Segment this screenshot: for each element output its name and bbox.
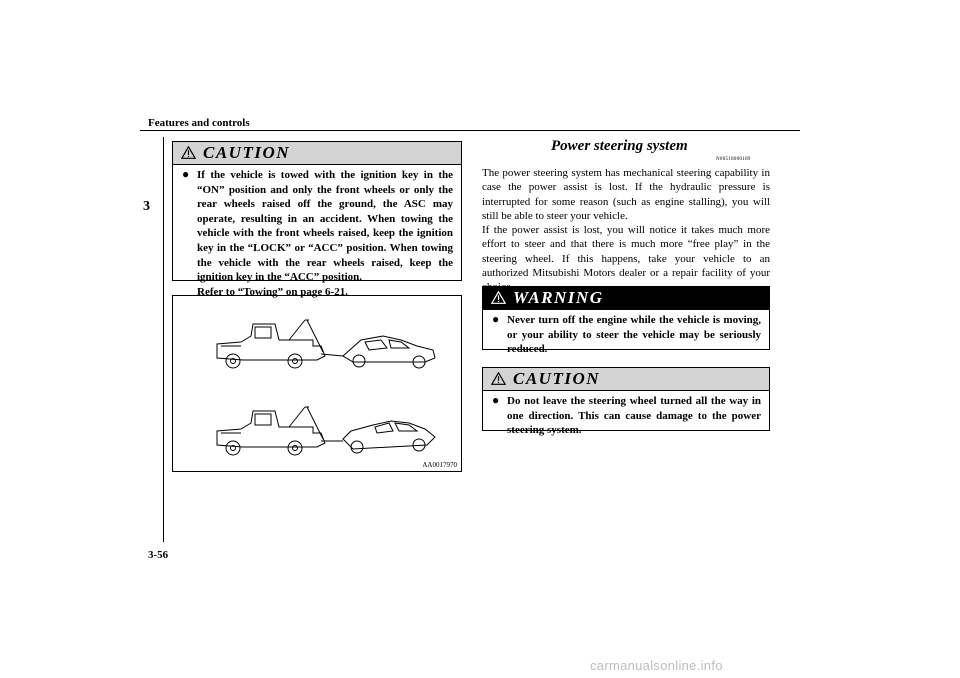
- caution-box-left: [172, 141, 462, 298]
- section-title: Power steering system: [551, 138, 688, 154]
- warning-triangle-icon: [491, 291, 506, 304]
- caution-body: [173, 165, 461, 305]
- bullet-icon: ●: [492, 312, 500, 326]
- chapter-bar: [163, 137, 164, 542]
- caution-header: [483, 368, 769, 391]
- caution-reference: Refer to “Towing” on page 6-21.: [197, 285, 348, 298]
- warning-triangle-icon: [181, 146, 196, 159]
- bullet-icon: ●: [492, 393, 500, 407]
- illustration-code: AA0017970: [422, 461, 457, 469]
- caution-text: Do not leave the steering wheel turned all the way in one direction. This can cause damage to the power steering system.: [507, 395, 761, 437]
- bullet-icon: ●: [182, 167, 190, 181]
- watermark: carmanualsonline.info: [590, 658, 723, 673]
- warning-text: Never turn off the engine while the vehicle is moving, or your ability to steer the vehicle may be seriously reduced.: [507, 314, 761, 356]
- warning-triangle-icon: [491, 372, 506, 385]
- caution-label: CAUTION: [513, 369, 601, 388]
- towing-illustration: [172, 295, 462, 472]
- warning-body: [483, 310, 769, 363]
- page-number: 3-56: [148, 549, 169, 561]
- chapter-number: 3: [143, 199, 150, 214]
- warning-label: WARNING: [513, 288, 604, 307]
- paragraph-1: The power steering system has mechanical steering capability in case the power assist is lost. If the hydraulic pressure is interrupted for some reason (such as engine stalling), you will still be able to steer your vehicle.: [482, 167, 770, 222]
- warning-box: [482, 286, 770, 356]
- caution-box-right: [482, 367, 770, 437]
- paragraph-2: If the power assist is lost, you will notice it takes much more effort to steer and that there is much more “free play” in the steering wheel. If this happens, take your vehicle to an authorized Mitsubishi Motors dealer or a repair facility of your: [482, 224, 770, 280]
- running-header: Features and controls: [148, 117, 250, 129]
- section-body: [482, 166, 770, 295]
- tow-truck-illustration: [173, 296, 461, 471]
- caution-label: CAUTION: [203, 143, 291, 162]
- caution-text: If the vehicle is towed with the ignition key in the “ON” position and only the front wheels or only the rear wheels raised off the ground, the ASC may operate, resulting in an accident. When towing the vehicle with the front wheels raised, keep the ignition key in the “LOCK” or “ACC” position. When towing the vehicle with the rear wheels raised, keep the ignition key in the “ACC” position.: [197, 169, 453, 284]
- section-code: N00518000189: [716, 157, 751, 162]
- caution-header: [173, 142, 461, 165]
- header-rule: [140, 130, 800, 131]
- caution-body: [483, 391, 769, 444]
- warning-header: [483, 287, 769, 310]
